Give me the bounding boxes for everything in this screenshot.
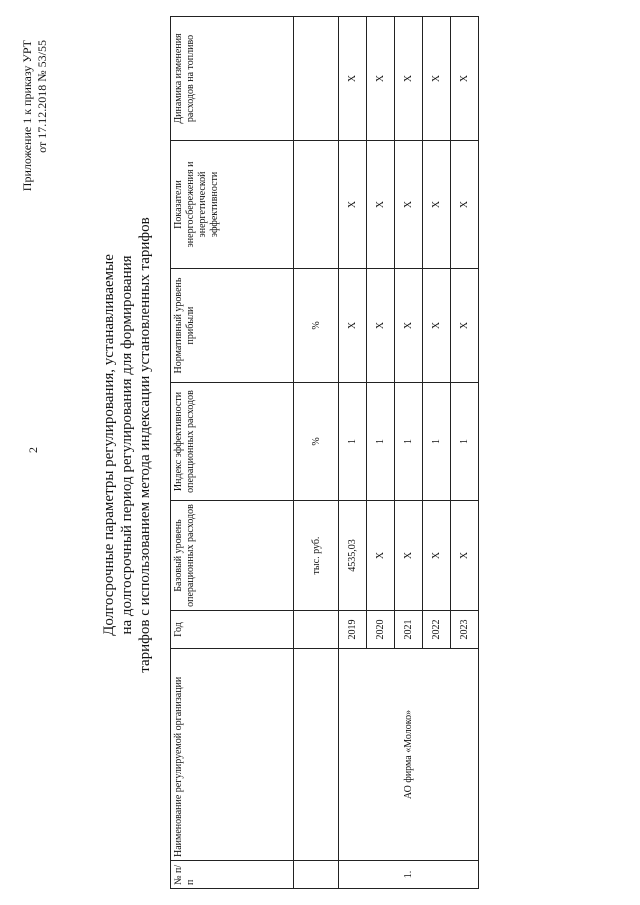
- unit-profit: %: [294, 269, 339, 383]
- appendix-line-1: Приложение 1 к приказу УРТ: [20, 40, 34, 192]
- cell-base: X: [423, 501, 451, 611]
- header-energy-indicators: Показатели энергосбережения и энергетической эффективности: [171, 141, 294, 269]
- cell-base: X: [451, 501, 479, 611]
- header-profit-level: Нормативный уровень прибыли: [171, 269, 294, 383]
- cell-energy: X: [339, 141, 367, 269]
- cell-fuel: X: [339, 17, 367, 141]
- cell-fuel: X: [395, 17, 423, 141]
- page-number: 2: [26, 447, 40, 453]
- organization-name: АО фирма «Молоко»: [339, 649, 479, 861]
- header-fuel-dynamics: Динамика изменения расходов на топливо: [171, 17, 294, 141]
- units-row: [294, 17, 339, 889]
- title-line-1: Долгосрочные параметры регулирования, устанавливаемые: [101, 254, 117, 636]
- cell-profit: X: [395, 269, 423, 383]
- unit-cell-empty: [294, 861, 339, 889]
- appendix-line-2: от 17.12.2018 № 53/55: [35, 40, 49, 153]
- cell-year: 2022: [423, 611, 451, 649]
- header-row: [171, 17, 294, 889]
- document-title: [100, 105, 154, 785]
- cell-fuel: X: [451, 17, 479, 141]
- title-line-2: на долгосрочный период регулирования для формирования: [119, 255, 135, 635]
- cell-energy: X: [451, 141, 479, 269]
- cell-profit: X: [339, 269, 367, 383]
- cell-profit: X: [367, 269, 395, 383]
- unit-index: %: [294, 383, 339, 501]
- parameters-table: [170, 16, 479, 889]
- title-line-3: тарифов с использованием метода индексации установленных тарифов: [137, 217, 153, 673]
- cell-base: X: [395, 501, 423, 611]
- unit-cell-empty: [294, 611, 339, 649]
- cell-energy: X: [367, 141, 395, 269]
- row-number: 1.: [339, 861, 479, 889]
- header-efficiency-index: Индекс эффективности операционных расходов: [171, 383, 294, 501]
- unit-cell-empty: [294, 141, 339, 269]
- header-year: Год: [171, 611, 294, 649]
- cell-base: 4535,03: [339, 501, 367, 611]
- cell-energy: X: [423, 141, 451, 269]
- cell-fuel: X: [367, 17, 395, 141]
- cell-index: 1: [367, 383, 395, 501]
- unit-base: тыс. руб.: [294, 501, 339, 611]
- header-number: № п/п: [171, 861, 294, 889]
- cell-year: 2023: [451, 611, 479, 649]
- cell-year: 2020: [367, 611, 395, 649]
- cell-fuel: X: [423, 17, 451, 141]
- cell-profit: X: [451, 269, 479, 383]
- cell-profit: X: [423, 269, 451, 383]
- cell-year: 2019: [339, 611, 367, 649]
- unit-cell-empty: [294, 649, 339, 861]
- appendix-reference: [20, 40, 50, 191]
- cell-base: X: [367, 501, 395, 611]
- cell-index: 1: [395, 383, 423, 501]
- cell-year: 2021: [395, 611, 423, 649]
- cell-energy: X: [395, 141, 423, 269]
- header-organization: Наименование регулируемой организации: [171, 649, 294, 861]
- table-row: [339, 17, 367, 889]
- header-base-level: Базовый уровень операционных расходов: [171, 501, 294, 611]
- cell-index: 1: [451, 383, 479, 501]
- cell-index: 1: [339, 383, 367, 501]
- cell-index: 1: [423, 383, 451, 501]
- unit-cell-empty: [294, 17, 339, 141]
